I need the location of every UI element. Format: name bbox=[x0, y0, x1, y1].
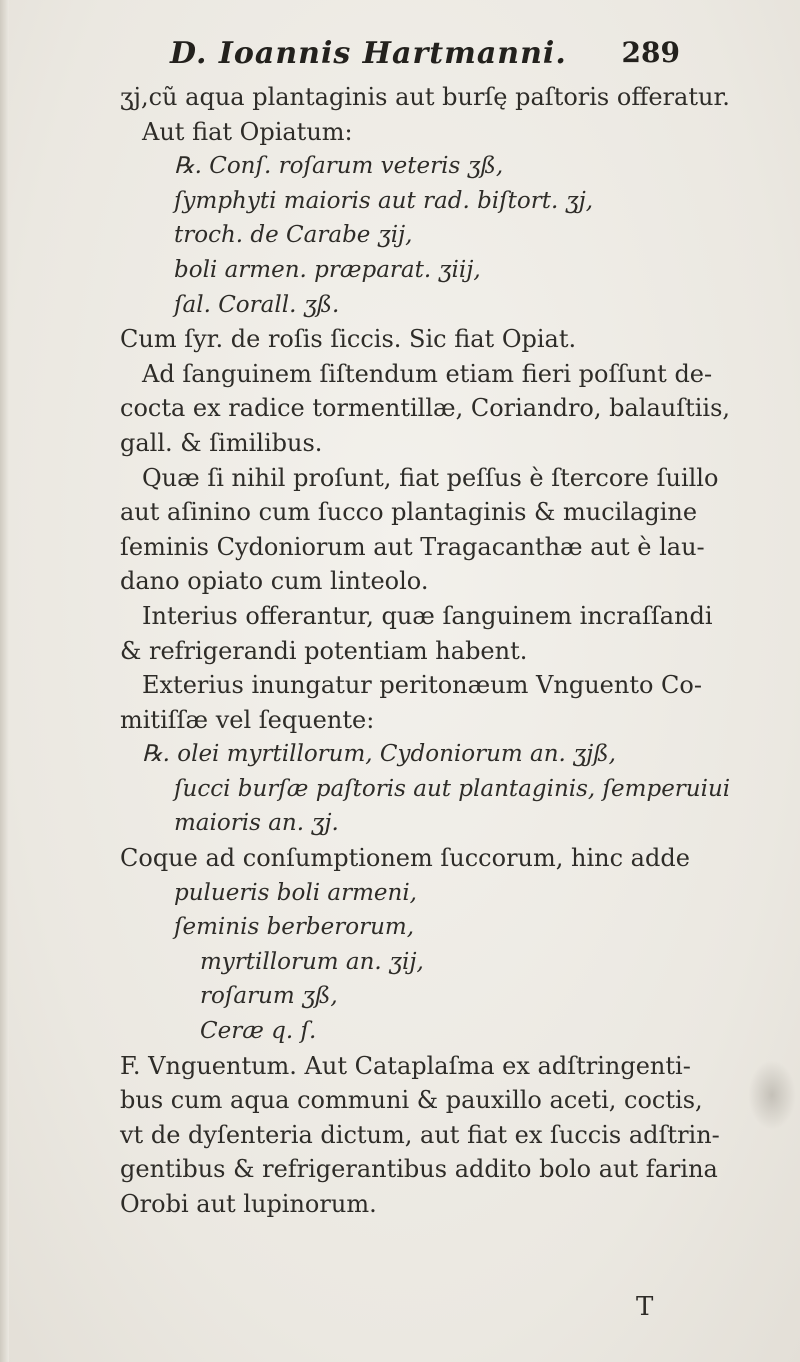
text-line: pulueris boli armeni, bbox=[174, 879, 417, 906]
text-line: ſeminis Cydoniorum aut Tragacanthæ aut è lau- bbox=[120, 532, 705, 561]
text-line: vt de dyſenteria dictum, aut fiat ex ſuccis adſtrin- bbox=[120, 1120, 720, 1149]
text-line: troch. de Carabe ʒij, bbox=[174, 222, 413, 249]
text-line: Quæ ſi nihil proſunt, fiat peſſus è ſtercore ſuillo bbox=[142, 463, 719, 492]
text-line: Exterius inungatur peritonæum Vnguento Co- bbox=[142, 671, 702, 700]
text-line: bus cum aqua communi & pauxillo aceti, coctis, bbox=[120, 1086, 703, 1115]
text-line: Ceræ q. ſ. bbox=[200, 1018, 317, 1045]
page-binding-edge bbox=[0, 0, 9, 1362]
running-title: D. Ioannis Hartmanni. bbox=[170, 36, 567, 71]
text-line: Ad ſanguinem ſiſtendum etiam fieri poſſunt de- bbox=[142, 359, 713, 388]
text-line: roſarum ʒß, bbox=[200, 983, 338, 1010]
text-line: F. Vnguentum. Aut Cataplaſma ex adſtringenti- bbox=[120, 1051, 691, 1080]
text-line: ſucci burſæ paſtoris aut plantaginis, ſemperuiui bbox=[174, 775, 731, 802]
text-line: Cum ſyr. de roſis ſiccis. Sic fiat Opiat. bbox=[120, 325, 577, 354]
text-line: ſeminis berberorum, bbox=[174, 914, 415, 941]
text-line: maioris an. ʒj. bbox=[174, 810, 339, 837]
text-line: ℞. olei myrtillorum, Cydoniorum an. ʒjß, bbox=[142, 741, 616, 768]
text-line: Interius offerantur, quæ ſanguinem incraſſandi bbox=[142, 601, 713, 630]
text-line: Orobi aut lupinorum. bbox=[120, 1190, 377, 1218]
text-line: ℞. Conſ. roſarum veteris ʒß, bbox=[174, 153, 504, 180]
text-line: dano opiato cum linteolo. bbox=[120, 567, 429, 596]
catchword: T bbox=[636, 1292, 654, 1322]
text-line: mitiſſæ vel ſequente: bbox=[120, 705, 375, 734]
text-line: boli armen. præparat. ʒiij, bbox=[174, 256, 481, 283]
text-line: ʒj,cũ aqua plantaginis aut burſę paſtoris offeratur. bbox=[120, 83, 730, 111]
page-number: 289 bbox=[621, 36, 680, 69]
text-line: cocta ex radice tormentillæ, Coriandro, balauſtiis, bbox=[120, 394, 731, 423]
body-text bbox=[120, 80, 731, 1222]
text-line: aut aſinino cum ſucco plantaginis & mucilagine bbox=[120, 498, 698, 527]
ink-bleed-stain bbox=[748, 1060, 796, 1130]
page-header bbox=[120, 28, 680, 78]
text-line: gentibus & refrigerantibus addito bolo aut farina bbox=[120, 1155, 718, 1184]
text-line: ſal. Corall. ʒß. bbox=[174, 291, 340, 318]
text-line: myrtillorum an. ʒij, bbox=[200, 948, 424, 975]
text-line: gall. & ſimilibus. bbox=[120, 428, 323, 457]
text-line: Aut fiat Opiatum: bbox=[142, 117, 353, 146]
text-line: ſymphyti maioris aut rad. biſtort. ʒj, bbox=[174, 187, 594, 214]
text-line: & refrigerandi potentiam habent. bbox=[120, 636, 528, 665]
text-line: Coque ad conſumptionem ſuccorum, hinc adde bbox=[120, 844, 690, 873]
